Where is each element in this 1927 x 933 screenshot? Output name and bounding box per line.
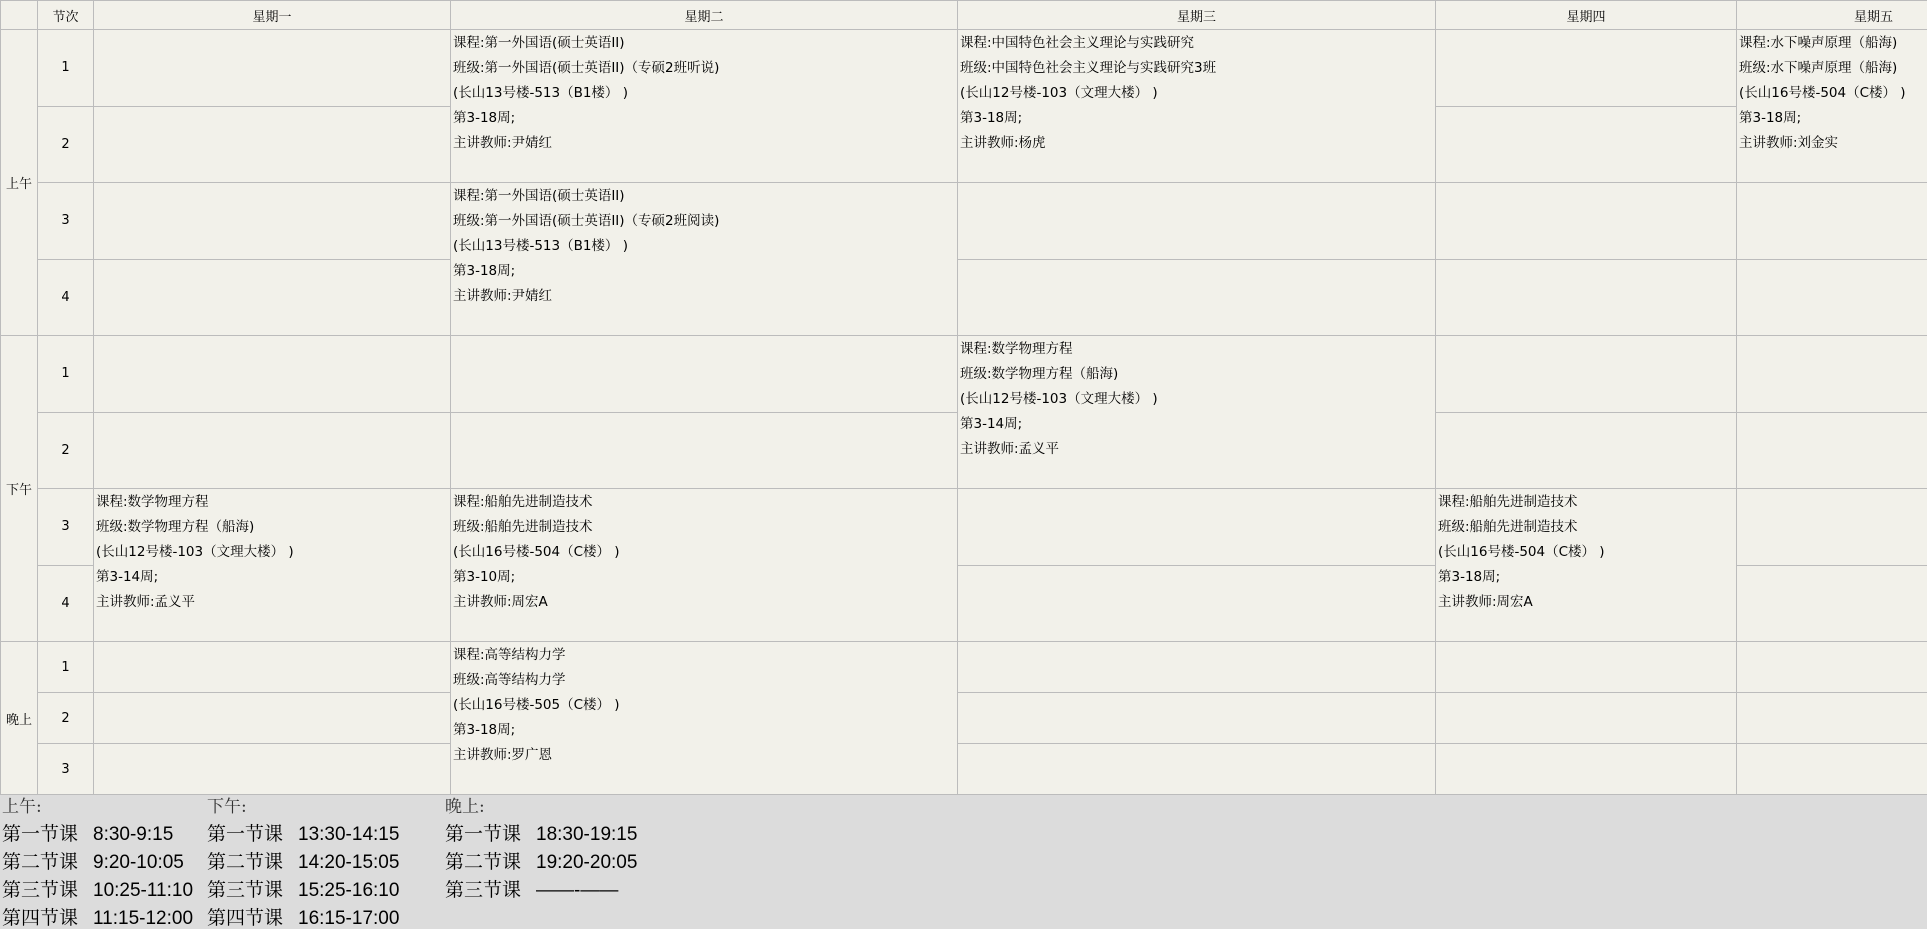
legend-period-time: 9:20-10:05 (93, 852, 184, 873)
course-class: 班级:水下噪声原理（船海) (1739, 58, 1927, 83)
legend-period-time: 16:15-17:00 (298, 908, 399, 929)
table-row (1, 489, 1927, 566)
legend-period-name: 第一节课 (207, 821, 298, 849)
legend-period-time: 8:30-9:15 (93, 824, 173, 845)
legend-period-name: 第三节课 (207, 877, 298, 905)
empty-cell (94, 183, 451, 260)
course-teacher: 主讲教师:孟义平 (96, 592, 450, 617)
course-class: 班级:第一外国语(硕士英语II)（专硕2班阅读) (453, 211, 957, 236)
legend-period-name: 第一节课 (2, 821, 93, 849)
period-number: 4 (38, 565, 94, 642)
empty-cell (1436, 259, 1737, 336)
legend-heading: 晚上: (445, 795, 637, 821)
period-number: 1 (38, 642, 94, 693)
session-label-evening: 晚上 (1, 642, 38, 795)
empty-cell (451, 412, 958, 489)
course-cell[interactable] (1737, 30, 1927, 183)
empty-cell (1436, 744, 1737, 795)
empty-cell (1737, 412, 1927, 489)
course-teacher: 主讲教师:周宏A (1438, 592, 1736, 617)
legend-period-time: 10:25-11:10 (93, 880, 193, 901)
legend-period-name: 第四节课 (207, 905, 298, 933)
empty-cell (958, 565, 1436, 642)
period-number: 2 (38, 412, 94, 489)
course-cell[interactable] (958, 30, 1436, 183)
course-name: 课程:船舶先进制造技术 (1438, 492, 1736, 517)
course-class: 班级:数学物理方程（船海) (960, 364, 1435, 389)
legend-row (207, 877, 399, 905)
course-name: 课程:数学物理方程 (96, 492, 450, 517)
period-number: 2 (38, 106, 94, 183)
legend-row (445, 821, 637, 849)
legend-row (207, 849, 399, 877)
day-header-thursday: 星期四 (1436, 1, 1737, 30)
period-number: 1 (38, 336, 94, 413)
course-room: (长山12号楼-103（文理大楼） ) (96, 542, 450, 567)
empty-cell (958, 489, 1436, 566)
corner-cell (1, 1, 38, 30)
course-room: (长山16号楼-505（C楼） ) (453, 695, 957, 720)
table-row (1, 183, 1927, 260)
legend-row (2, 849, 193, 877)
course-block (958, 30, 1435, 158)
course-teacher: 主讲教师:尹婧红 (453, 133, 957, 158)
course-weeks: 第3-18周; (960, 108, 1435, 133)
legend-period-time: 15:25-16:10 (298, 880, 399, 901)
course-room: (长山13号楼-513（B1楼） ) (453, 236, 957, 261)
course-weeks: 第3-14周; (96, 567, 450, 592)
empty-cell (1436, 183, 1737, 260)
legend-evening (445, 795, 637, 905)
table-row (1, 336, 1927, 413)
legend-afternoon (207, 795, 399, 933)
empty-cell (94, 259, 451, 336)
table-row (1, 30, 1927, 107)
empty-cell (1737, 259, 1927, 336)
course-room: (长山16号楼-504（C楼） ) (1739, 83, 1927, 108)
day-header-tuesday: 星期二 (451, 1, 958, 30)
empty-cell (1737, 336, 1927, 413)
course-room: (长山16号楼-504（C楼） ) (453, 542, 957, 567)
empty-cell (94, 693, 451, 744)
legend-row (2, 877, 193, 905)
empty-cell (94, 744, 451, 795)
legend-morning (2, 795, 193, 933)
day-header-monday: 星期一 (94, 1, 451, 30)
legend-period-time: ——-—— (536, 880, 618, 901)
course-cell[interactable] (958, 336, 1436, 489)
legend-period-name: 第一节课 (445, 821, 536, 849)
course-cell[interactable] (451, 489, 958, 642)
legend-heading: 上午: (2, 795, 193, 821)
course-block (451, 30, 957, 158)
course-teacher: 主讲教师:孟义平 (960, 439, 1435, 464)
course-name: 课程:中国特色社会主义理论与实践研究 (960, 33, 1435, 58)
empty-cell (958, 744, 1436, 795)
course-weeks: 第3-18周; (453, 108, 957, 133)
course-cell[interactable] (451, 30, 958, 183)
empty-cell (958, 183, 1436, 260)
legend-period-time: 14:20-15:05 (298, 852, 399, 873)
empty-cell (1737, 744, 1927, 795)
legend-row (2, 821, 193, 849)
course-room: (长山13号楼-513（B1楼） ) (453, 83, 957, 108)
day-header-friday: 星期五 (1737, 1, 1927, 30)
course-name: 课程:高等结构力学 (453, 645, 957, 670)
session-label-morning: 上午 (1, 30, 38, 336)
course-cell[interactable] (1436, 489, 1737, 642)
table-row (1, 642, 1927, 693)
empty-cell (94, 30, 451, 107)
empty-cell (1436, 30, 1737, 107)
empty-cell (1436, 693, 1737, 744)
table-row (1, 259, 1927, 336)
table-row (1, 744, 1927, 795)
empty-cell (1436, 412, 1737, 489)
course-cell[interactable] (451, 183, 958, 336)
course-cell[interactable] (451, 642, 958, 795)
course-class: 班级:船舶先进制造技术 (453, 517, 957, 542)
empty-cell (1436, 336, 1737, 413)
legend-period-time: 11:15-12:00 (93, 908, 193, 929)
legend-period-name: 第四节课 (2, 905, 93, 933)
empty-cell (94, 642, 451, 693)
empty-cell (958, 693, 1436, 744)
legend-row (445, 877, 637, 905)
legend-period-name: 第三节课 (445, 877, 536, 905)
course-room: (长山12号楼-103（文理大楼） ) (960, 389, 1435, 414)
course-name: 课程:船舶先进制造技术 (453, 492, 957, 517)
course-class: 班级:第一外国语(硕士英语II)（专硕2班听说) (453, 58, 957, 83)
course-weeks: 第3-18周; (453, 720, 957, 745)
course-class: 班级:高等结构力学 (453, 670, 957, 695)
empty-cell (1436, 106, 1737, 183)
course-block (1436, 489, 1736, 617)
empty-cell (1737, 565, 1927, 642)
empty-cell (1737, 642, 1927, 693)
empty-cell (451, 336, 958, 413)
session-label-afternoon: 下午 (1, 336, 38, 642)
course-weeks: 第3-18周; (453, 261, 957, 286)
course-block (1737, 30, 1927, 158)
legend-period-time: 19:20-20:05 (536, 852, 637, 873)
course-teacher: 主讲教师:周宏A (453, 592, 957, 617)
class-time-legend (0, 795, 1927, 929)
table-row (1, 693, 1927, 744)
legend-period-name: 第二节课 (2, 849, 93, 877)
empty-cell (94, 336, 451, 413)
course-block (958, 336, 1435, 464)
period-number: 1 (38, 30, 94, 107)
period-header: 节次 (38, 1, 94, 30)
course-weeks: 第3-18周; (1438, 567, 1736, 592)
course-name: 课程:第一外国语(硕士英语II) (453, 186, 957, 211)
empty-cell (1737, 489, 1927, 566)
course-weeks: 第3-18周; (1739, 108, 1927, 133)
empty-cell (958, 259, 1436, 336)
empty-cell (1436, 642, 1737, 693)
course-weeks: 第3-14周; (960, 414, 1435, 439)
course-teacher: 主讲教师:罗广恩 (453, 745, 957, 770)
period-number: 3 (38, 183, 94, 260)
legend-period-name: 第三节课 (2, 877, 93, 905)
course-class: 班级:中国特色社会主义理论与实践研究3班 (960, 58, 1435, 83)
legend-row (207, 821, 399, 849)
period-number: 3 (38, 489, 94, 566)
course-teacher: 主讲教师:杨虎 (960, 133, 1435, 158)
header-row (1, 1, 1927, 30)
course-name: 课程:数学物理方程 (960, 339, 1435, 364)
course-teacher: 主讲教师:尹婧红 (453, 286, 957, 311)
legend-period-time: 13:30-14:15 (298, 824, 399, 845)
course-teacher: 主讲教师:刘金实 (1739, 133, 1927, 158)
empty-cell (94, 106, 451, 183)
course-class: 班级:船舶先进制造技术 (1438, 517, 1736, 542)
course-name: 课程:第一外国语(硕士英语II) (453, 33, 957, 58)
course-room: (长山12号楼-103（文理大楼） ) (960, 83, 1435, 108)
empty-cell (94, 412, 451, 489)
course-room: (长山16号楼-504（C楼） ) (1438, 542, 1736, 567)
course-block (94, 489, 450, 617)
legend-heading: 下午: (207, 795, 399, 821)
day-header-wednesday: 星期三 (958, 1, 1436, 30)
course-block (451, 489, 957, 617)
empty-cell (1737, 693, 1927, 744)
period-number: 3 (38, 744, 94, 795)
legend-period-name: 第二节课 (207, 849, 298, 877)
course-weeks: 第3-10周; (453, 567, 957, 592)
course-name: 课程:水下噪声原理（船海) (1739, 33, 1927, 58)
empty-cell (958, 642, 1436, 693)
period-number: 4 (38, 259, 94, 336)
legend-period-name: 第二节课 (445, 849, 536, 877)
period-number: 2 (38, 693, 94, 744)
legend-row (445, 849, 637, 877)
legend-period-time: 18:30-19:15 (536, 824, 637, 845)
course-block (451, 183, 957, 311)
course-class: 班级:数学物理方程（船海) (96, 517, 450, 542)
course-cell[interactable] (94, 489, 451, 642)
course-block (451, 642, 957, 770)
empty-cell (1737, 183, 1927, 260)
